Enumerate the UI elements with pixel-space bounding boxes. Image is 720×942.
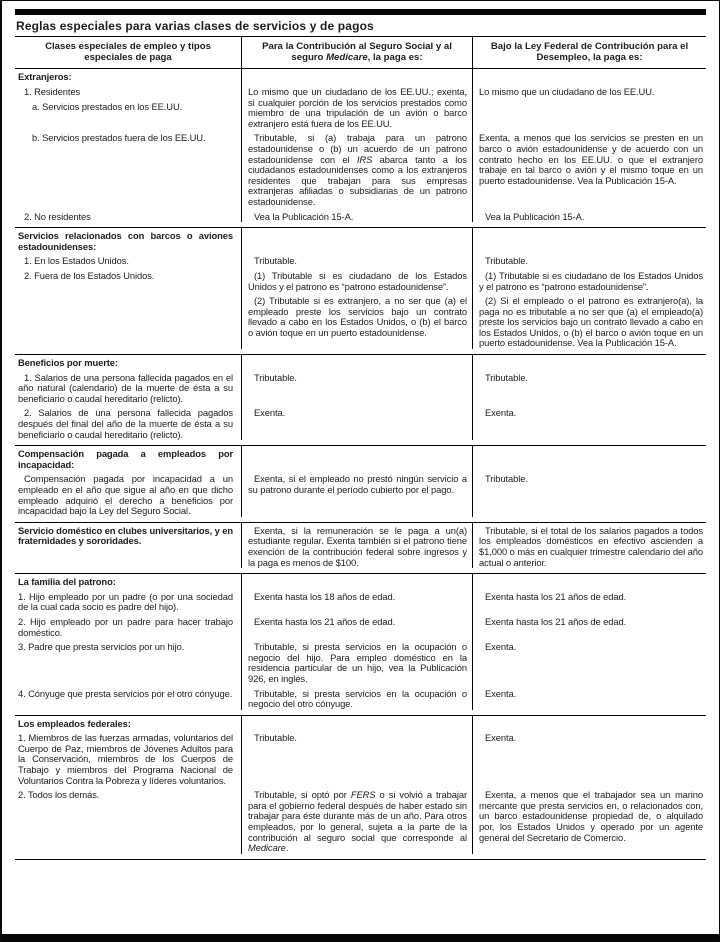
table-row [15, 267, 706, 349]
table-row [15, 208, 706, 223]
cell-ss-medicare [242, 523, 473, 568]
cell-paragraph: Tributable, si optó por FERS o si volvió a trabajar para el gobierno federal después de haber estado sin trabajar para éste durante más de un año. Para otros empleados, por lo general, sujeta a la parte de la contribución al seguro social que corresponde al Medicare. [248, 789, 468, 854]
table-section-5 [15, 574, 706, 716]
column-header-ss-medicare: Para la Contribución al Seguro Social y al seguro Medicare, la paga es: [242, 37, 473, 68]
table-row [15, 446, 706, 470]
rules-table [15, 36, 706, 860]
cell-paragraph: Vea la Publicación 15-A. [254, 210, 354, 222]
table-row [15, 685, 706, 710]
cell-category [15, 786, 242, 854]
cell-category [15, 613, 242, 638]
cell-category [15, 208, 242, 223]
cell-futa [473, 523, 706, 568]
cell-paragraph: 4. Cónyuge que presta servicios por el otro cónyuge. [18, 687, 233, 699]
cell-paragraph: (2) Tributable si es extranjero, a no ser que (a) el empleado preste los servicios bajo un contrato llevado a cabo en los Estados Unidos, o (b) el barco o avión toque en un puerto estadounidense. [248, 295, 467, 338]
cell-ss-medicare [242, 786, 473, 854]
cell-ss-medicare [242, 446, 473, 470]
table-row [15, 729, 706, 786]
cell-futa [473, 69, 706, 83]
document-content [15, 9, 706, 860]
cell-ss-medicare [242, 404, 473, 440]
cell-futa [473, 574, 706, 588]
cell-paragraph: 2. Fuera de los Estados Unidos. [24, 269, 155, 281]
table-row [15, 470, 706, 516]
table-section-2 [15, 355, 706, 446]
page-bottom-rule [2, 934, 719, 941]
cell-futa [473, 129, 706, 207]
cell-paragraph: Exenta hasta los 18 años de edad. [254, 590, 396, 602]
cell-paragraph: Exenta hasta los 21 años de edad. [254, 615, 396, 627]
cell-ss-medicare [242, 83, 473, 129]
cell-paragraph: Tributable. [254, 371, 297, 383]
cell-paragraph: a. Servicios prestados en los EE.UU. [32, 100, 183, 112]
cell-ss-medicare [242, 574, 473, 588]
table-row [15, 369, 706, 405]
cell-paragraph: Tributable. [485, 473, 528, 485]
cell-paragraph: Tributable, si el total de los salarios pagados a todos los empleados domésticos en efectivo ascienden a $1,000 o más en cualquier trimestre calendario del año actual o anterior. [479, 524, 703, 568]
section-heading: Servicio doméstico en clubes universitarios, y en fraternidades y sororidades. [18, 524, 233, 547]
cell-paragraph: Exenta, a menos que el trabajador sea un marino mercante que presta servicios en, o relacionados con, un barco estadounidense propiedad de, o alquilado por, los Estados Unidos y operado por un agente general del Secretario de Comercio. [479, 789, 703, 843]
cell-paragraph: (1) Tributable si es ciudadano de los Estados Unidos y el patrono es “patrono estadounidense”. [479, 269, 703, 292]
cell-paragraph: Exenta. [485, 641, 517, 653]
cell-futa [473, 369, 706, 405]
cell-category [15, 588, 242, 613]
cell-paragraph: Exenta, a menos que los servicios se presten en un barco o avión estadounidense y de acuerdo con un contrato hecho en los EE.UU. o que el extranjero trabaje en tal barco o avión y el mismo toque en un puerto estadounidense. Vea la Publicación 15-A. [479, 132, 703, 186]
cell-paragraph: 1. Miembros de las fuerzas armadas, voluntarios del Cuerpo de Paz, miembros de Jóvenes Adultos para la Conservación, miembros de los Cuerpos de Trabajo y miembros del Programa Nacional de Voluntarios Contra la Pobreza y líderes voluntarios. [18, 732, 233, 786]
cell-futa [473, 685, 706, 710]
cell-category [15, 404, 242, 440]
cell-paragraph: Tributable, si (a) trabaja para un patrono estadounidense o (b) un acuerdo de un patrono estadounidense con el IRS abarca tanto a los ciudadanos estadounidenses como a los extranjeros residentes que trabajan para sus empresas extranjeras afiliadas o subsidiarias de un patrono estadounidense. [248, 132, 467, 207]
table-row [15, 355, 706, 369]
table-row [15, 69, 706, 83]
table-section-0 [15, 69, 706, 228]
cell-paragraph: 2. Salarios de una persona fallecida pagados después del final del año de la muerte de ésta a su beneficiario o caudal hereditario (relicto). [18, 407, 233, 440]
table-row [15, 786, 706, 854]
cell-category [15, 729, 242, 786]
cell-ss-medicare [242, 129, 473, 207]
cell-category [15, 83, 242, 129]
table-section-4 [15, 523, 706, 574]
cell-ss-medicare [242, 252, 473, 267]
table-section-1 [15, 228, 706, 355]
cell-paragraph: Exenta. [254, 407, 286, 419]
cell-paragraph: Tributable. [485, 371, 528, 383]
table-row [15, 523, 706, 568]
cell-paragraph: Exenta hasta los 21 años de edad. [485, 615, 627, 627]
table-row [15, 574, 706, 588]
cell-paragraph: 3. Padre que presta servicios por un hijo. [18, 641, 185, 653]
cell-futa [473, 404, 706, 440]
cell-ss-medicare [242, 69, 473, 83]
cell-category [15, 228, 242, 252]
cell-category [15, 716, 242, 730]
cell-futa [473, 228, 706, 252]
cell-ss-medicare [242, 613, 473, 638]
cell-paragraph: Tributable. [485, 255, 528, 267]
cell-futa [473, 446, 706, 470]
cell-paragraph: 2. Todos los demás. [18, 789, 100, 801]
cell-ss-medicare [242, 355, 473, 369]
cell-futa [473, 716, 706, 730]
cell-paragraph: (2) Si el empleado o el patrono es extranjero(a), la paga no es tributable a no ser que (a) el empleado(a) preste los servicios bajo un contrato llevado a cabo en los Estados Unidos, o (b) el barco o avión toque en un puerto estadounidense. Vea la Publicación 15-A. [479, 295, 703, 349]
cell-futa [473, 208, 706, 223]
section-heading: Los empleados federales: [18, 717, 131, 729]
cell-paragraph: Lo mismo que un ciudadano de los EE.UU.; exenta, si cualquier porción de los servicios prestados como miembro de una tripulación de un avión o barco extranjero está fuera de los EE.UU. [248, 86, 467, 129]
cell-ss-medicare [242, 638, 473, 684]
cell-ss-medicare [242, 267, 473, 349]
cell-ss-medicare [242, 228, 473, 252]
section-heading: La familia del patrono: [18, 576, 116, 588]
cell-category [15, 470, 242, 516]
section-heading: Beneficios por muerte: [18, 357, 118, 369]
cell-paragraph: 1. En los Estados Unidos. [24, 255, 129, 267]
column-header-category: Clases especiales de empleo y tipos especiales de paga [15, 37, 242, 68]
table-section-6 [15, 716, 706, 860]
cell-futa [473, 83, 706, 129]
cell-paragraph: 1. Hijo empleado por un padre (o por una sociedad de la cual cada socio es padre del hijo). [18, 590, 233, 613]
cell-category [15, 252, 242, 267]
cell-futa [473, 613, 706, 638]
table-row [15, 83, 706, 129]
cell-category [15, 638, 242, 684]
cell-paragraph: 1. Salarios de una persona fallecida pagados en el año natural (calendario) de la muerte de ésta a su beneficiario o caudal hereditario (relicto). [18, 371, 233, 404]
cell-ss-medicare [242, 685, 473, 710]
cell-ss-medicare [242, 369, 473, 405]
cell-futa [473, 252, 706, 267]
table-row [15, 129, 706, 207]
cell-paragraph: Vea la Publicación 15-A. [485, 210, 585, 222]
cell-category [15, 129, 242, 207]
cell-ss-medicare [242, 729, 473, 786]
table-body [15, 69, 706, 859]
cell-paragraph: b. Servicios prestados fuera de los EE.UU. [32, 132, 206, 144]
table-title: Reglas especiales para varias clases de servicios y de pagos [16, 19, 374, 33]
cell-category [15, 685, 242, 710]
cell-category [15, 69, 242, 83]
cell-paragraph: 1. Residentes [24, 86, 81, 97]
table-row [15, 252, 706, 267]
table-row [15, 638, 706, 684]
cell-futa [473, 470, 706, 516]
table-row [15, 613, 706, 638]
cell-paragraph: (1) Tributable si es ciudadano de los Estados Unidos y el patrono es “patrono estadounidense”. [248, 269, 467, 292]
section-heading: Servicios relacionados con barcos o aviones estadounidenses: [18, 230, 233, 252]
cell-ss-medicare [242, 716, 473, 730]
section-heading: Compensación pagada a empleados por incapacidad: [18, 448, 233, 470]
cell-category [15, 369, 242, 405]
cell-paragraph: Tributable, si presta servicios en la ocupación o negocio del hijo. Para empleo doméstico en la residencia particular de un hijo, vea la Publicación 926, en inglés. [248, 641, 467, 684]
cell-futa [473, 638, 706, 684]
cell-futa [473, 355, 706, 369]
table-row [15, 228, 706, 252]
cell-paragraph: Exenta. [485, 407, 517, 419]
section-heading: Extranjeros: [18, 71, 72, 83]
column-header-futa: Bajo la Ley Federal de Contribución para el Desempleo, la paga es: [490, 41, 689, 64]
cell-paragraph: Tributable, si presta servicios en la ocupación o negocio del otro cónyuge. [248, 687, 467, 710]
cell-paragraph: 2. No residentes [24, 210, 91, 222]
cell-paragraph: Tributable. [254, 255, 297, 267]
cell-futa [473, 267, 706, 349]
cell-category [15, 446, 242, 470]
cell-futa [473, 786, 706, 854]
cell-ss-medicare [242, 588, 473, 613]
cell-paragraph: Exenta hasta los 21 años de edad. [485, 590, 627, 602]
cell-category [15, 523, 242, 568]
table-header-row [15, 37, 706, 69]
table-row [15, 404, 706, 440]
table-section-3 [15, 446, 706, 523]
cell-category [15, 355, 242, 369]
cell-paragraph: Exenta. [485, 687, 517, 699]
cell-paragraph: Tributable. [254, 732, 297, 744]
cell-ss-medicare [242, 208, 473, 223]
cell-futa [473, 729, 706, 786]
cell-paragraph: Exenta. [485, 732, 517, 744]
cell-paragraph: 2. Hijo empleado por un padre para hacer trabajo doméstico. [18, 615, 233, 638]
cell-ss-medicare [242, 470, 473, 516]
cell-paragraph: Compensación pagada por incapacidad a un empleado en el año que sigue al año en que dicho empleado adquirió el derecho a beneficios por incapacidad bajo la Ley del Seguro Social. [18, 473, 233, 517]
table-row [15, 716, 706, 730]
cell-category [15, 267, 242, 349]
cell-paragraph: Exenta, si la remuneración se le paga a un(a) estudiante regular. Exenta también si el patrono tiene exención de la contribución federal sobre ingresos y la paga es menos de $100. [248, 524, 467, 568]
cell-category [15, 574, 242, 588]
cell-paragraph: Exenta, si el empleado no prestó ningún servicio a su patrono durante el período cubierto por el pago. [248, 473, 467, 495]
cell-futa [473, 588, 706, 613]
cell-paragraph: Lo mismo que un ciudadano de los EE.UU. [479, 86, 655, 97]
table-row [15, 588, 706, 613]
